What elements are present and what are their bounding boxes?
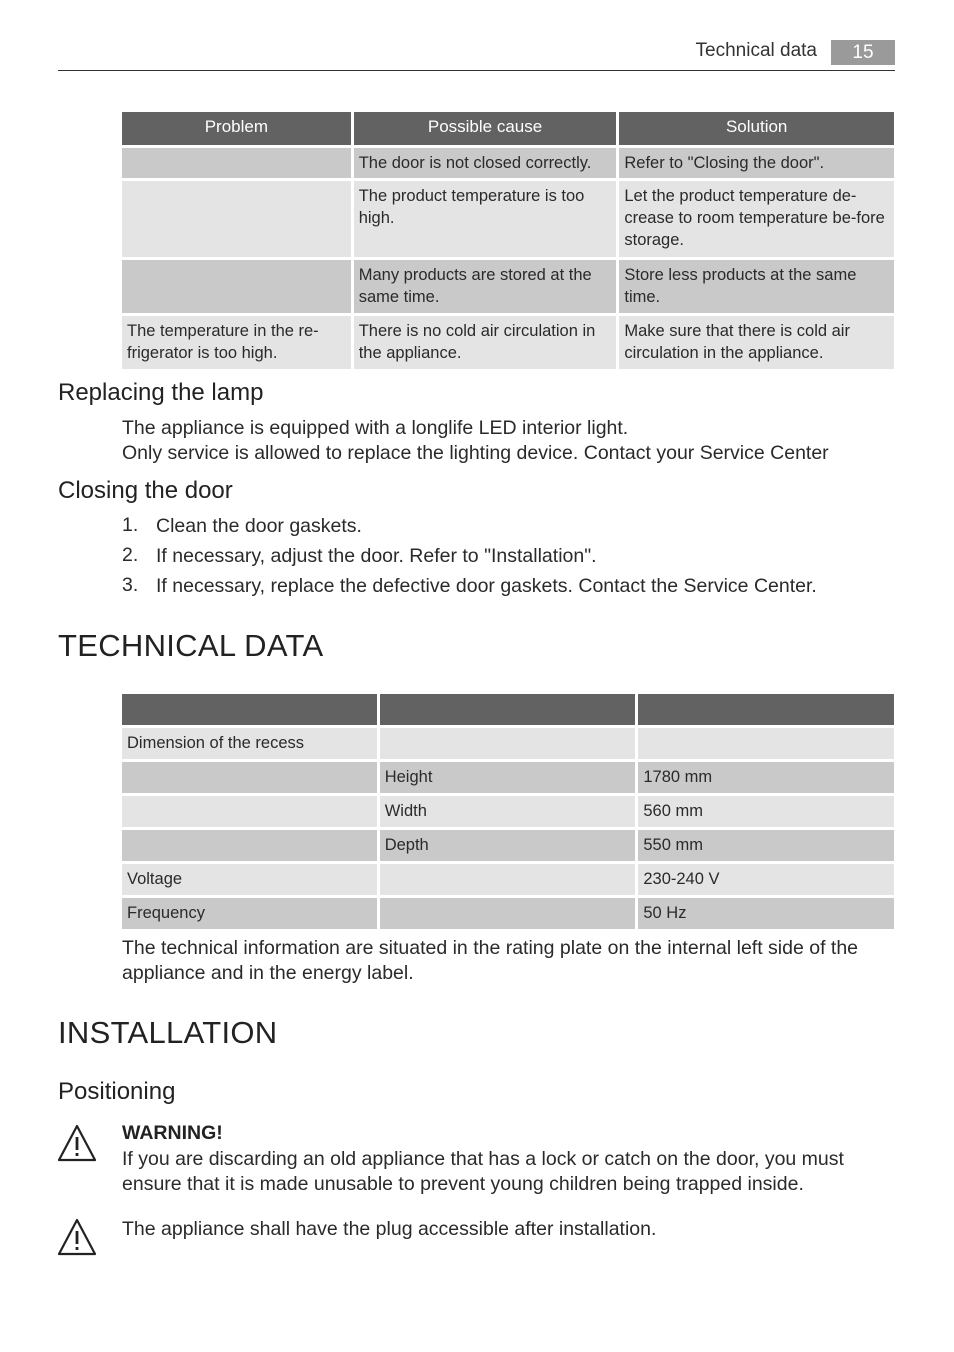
column-header-solution: Solution	[619, 112, 894, 145]
problem-cell	[122, 260, 351, 313]
header-divider	[58, 70, 895, 71]
solution-cell: Refer to "Closing the door".	[619, 148, 894, 178]
table-row	[122, 898, 894, 929]
technical-data-heading: TECHNICAL DATA	[58, 628, 324, 663]
running-header: Technical data	[695, 40, 817, 61]
closing-door-heading: Closing the door	[58, 477, 233, 504]
step-text: If necessary, replace the defective door gaskets. Contact the Service Center.	[156, 575, 817, 597]
column-header	[638, 694, 894, 725]
problem-cell	[122, 181, 351, 257]
spec-value-cell: 560 mm	[638, 796, 894, 827]
spec-value-cell: 1780 mm	[638, 762, 894, 793]
step-text: Clean the door gaskets.	[156, 515, 362, 537]
positioning-heading: Positioning	[58, 1078, 176, 1105]
installation-heading: INSTALLATION	[58, 1015, 278, 1050]
spec-label-cell: Frequency	[122, 898, 377, 929]
spec-label-cell	[122, 830, 377, 861]
spec-value-cell: 550 mm	[638, 830, 894, 861]
cause-cell: There is no cold air circulation in the appliance.	[354, 316, 617, 369]
spec-sub-cell	[380, 898, 636, 929]
spec-label-cell: Voltage	[122, 864, 377, 895]
warning-text: If you are discarding an old appliance that has a lock or catch on the door, you must ensure that it is made unusable to prevent young children being trapped inside.	[122, 1148, 844, 1195]
column-header	[380, 694, 636, 725]
plug-note-text: The appliance shall have the plug accessible after installation.	[122, 1218, 657, 1240]
table-row	[122, 796, 894, 827]
spec-label-cell	[122, 762, 377, 793]
lamp-text-line-2: Only service is allowed to replace the lighting device. Contact your Service Center	[122, 442, 829, 464]
problem-cell: The temperature in the re-frigerator is too high.	[122, 316, 351, 369]
solution-cell: Store less products at the same time.	[619, 260, 894, 313]
troubleshooting-table	[119, 109, 897, 372]
table-row	[122, 830, 894, 861]
technical-note: The technical information are situated in the rating plate on the internal left side of the appliance and in the energy label.	[122, 937, 859, 984]
step-number: 3.	[122, 574, 139, 596]
spec-sub-cell	[380, 728, 636, 759]
spec-sub-cell: Depth	[380, 830, 636, 861]
step-text: If necessary, adjust the door. Refer to "Installation".	[156, 545, 597, 567]
cause-cell: The door is not closed correctly.	[354, 148, 617, 178]
table-row	[122, 181, 894, 257]
table-row	[122, 864, 894, 895]
spec-sub-cell: Height	[380, 762, 636, 793]
spec-value-cell: 50 Hz	[638, 898, 894, 929]
column-header	[122, 694, 377, 725]
spec-label-cell: Dimension of the recess	[122, 728, 377, 759]
step-number: 1.	[122, 514, 139, 536]
replacing-lamp-heading: Replacing the lamp	[58, 379, 264, 406]
cause-cell: The product temperature is too high.	[354, 181, 617, 257]
spec-sub-cell: Width	[380, 796, 636, 827]
solution-cell: Make sure that there is cold air circulation in the appliance.	[619, 316, 894, 369]
warning-triangle-icon	[57, 1218, 97, 1256]
step-number: 2.	[122, 544, 139, 566]
table-row	[122, 316, 894, 369]
table-row	[122, 148, 894, 178]
table-row	[122, 762, 894, 793]
solution-cell: Let the product temperature de-crease to room temperature be-fore storage.	[619, 181, 894, 257]
spec-value-cell	[638, 728, 894, 759]
warning-triangle-icon	[57, 1124, 97, 1162]
table-header-row	[122, 112, 894, 145]
table-row	[122, 260, 894, 313]
warning-title: WARNING!	[122, 1122, 223, 1144]
problem-cell	[122, 148, 351, 178]
technical-data-table	[119, 691, 897, 932]
spec-value-cell: 230-240 V	[638, 864, 894, 895]
lamp-text-line-1: The appliance is equipped with a longlife LED interior light.	[122, 417, 629, 439]
column-header-cause: Possible cause	[354, 112, 617, 145]
table-row	[122, 728, 894, 759]
spec-label-cell	[122, 796, 377, 827]
cause-cell: Many products are stored at the same time.	[354, 260, 617, 313]
column-header-problem: Problem	[122, 112, 351, 145]
page-number: 15	[831, 40, 895, 65]
spec-sub-cell	[380, 864, 636, 895]
table-header-row	[122, 694, 894, 725]
